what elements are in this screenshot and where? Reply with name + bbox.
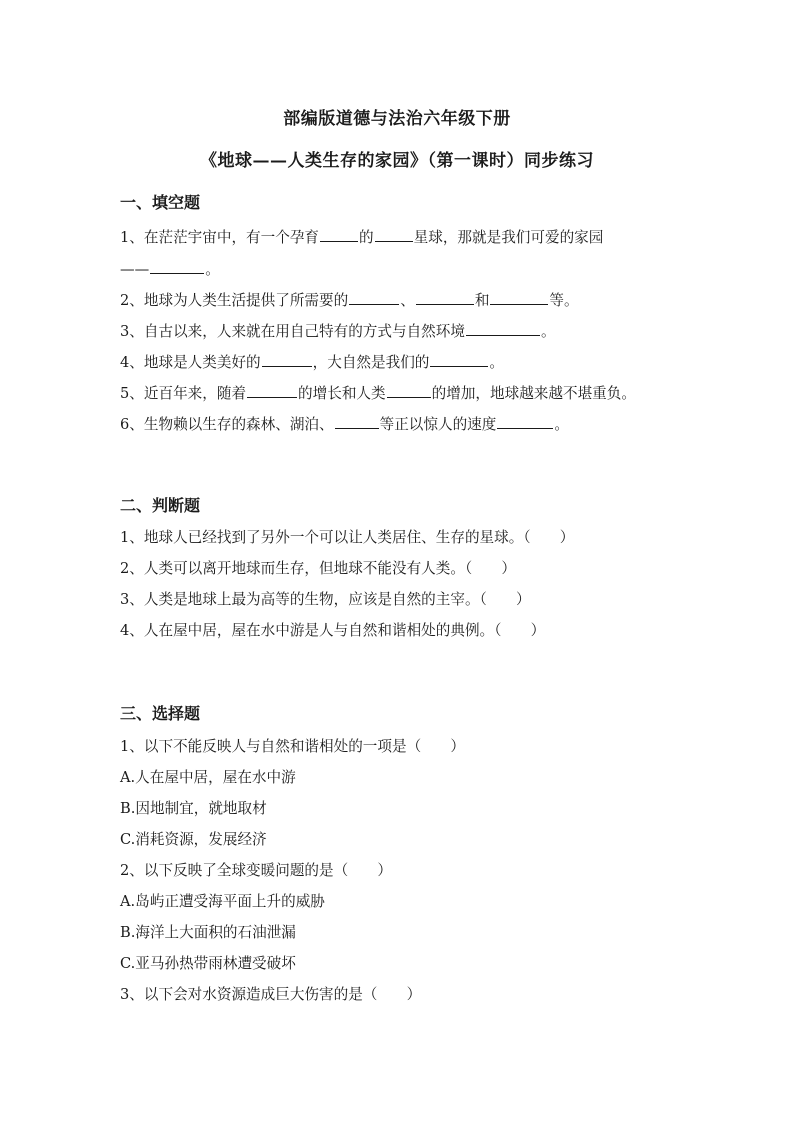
choice-question-1: 1、以下不能反映人与自然和谐相处的一项是（ ） xyxy=(120,738,465,755)
fill-question-2: 2、地球为人类生活提供了所需要的 、 和 等。 xyxy=(120,289,579,311)
choice-option: A.人在屋中居，屋在水中游 xyxy=(120,769,296,786)
choice-option: C.消耗资源，发展经济 xyxy=(120,831,267,848)
choice-option: B.因地制宜，就地取材 xyxy=(120,800,267,817)
choice-question-2: 2、以下反映了全球变暖问题的是（ ） xyxy=(120,862,392,879)
choice-option: C.亚马孙热带雨林遭受破坏 xyxy=(120,955,296,972)
page-subtitle: 《地球——人类生存的家园》（第一课时）同步练习 xyxy=(200,151,594,171)
answer-blank[interactable] xyxy=(490,289,548,305)
section-heading-true-false: 二、判断题 xyxy=(120,496,201,515)
fill-question-1: 1、在茫茫宇宙中，有一个孕育 的 星球，那就是我们可爱的家园 xyxy=(120,226,603,248)
answer-blank[interactable] xyxy=(387,382,431,398)
judge-question-4: 4、人在屋中居，屋在水中游是人与自然和谐相处的典例。（ ） xyxy=(120,622,546,639)
answer-blank[interactable] xyxy=(466,320,540,336)
fill-question-5: 5、近百年来，随着 的增长和人类 的增加，地球越来越不堪重负。 xyxy=(120,382,636,404)
answer-blank[interactable] xyxy=(497,413,553,429)
choice-question-3: 3、以下会对水资源造成巨大伤害的是（ ） xyxy=(120,986,422,1003)
answer-blank[interactable] xyxy=(416,289,474,305)
answer-blank[interactable] xyxy=(349,289,399,305)
section-heading-multiple-choice: 三、选择题 xyxy=(120,704,201,723)
answer-blank[interactable] xyxy=(335,413,379,429)
answer-blank[interactable] xyxy=(247,382,297,398)
answer-blank[interactable] xyxy=(262,351,312,367)
answer-blank[interactable] xyxy=(430,351,488,367)
judge-question-2: 2、人类可以离开地球而生存，但地球不能没有人类。（ ） xyxy=(120,560,517,577)
choice-option: A.岛屿正遭受海平面上升的威胁 xyxy=(120,893,325,910)
answer-blank[interactable] xyxy=(375,226,413,242)
fill-question-1-continued: —— 。 xyxy=(120,258,220,280)
choice-option: B.海洋上大面积的石油泄漏 xyxy=(120,924,296,941)
judge-question-3: 3、人类是地球上最为高等的生物，应该是自然的主宰。（ ） xyxy=(120,591,531,608)
judge-question-1: 1、地球人已经找到了另外一个可以让人类居住、生存的星球。（ ） xyxy=(120,529,575,546)
fill-question-6: 6、生物赖以生存的森林、湖泊、 等正以惊人的速度 。 xyxy=(120,413,569,435)
answer-blank[interactable] xyxy=(320,226,358,242)
page-title: 部编版道德与法治六年级下册 xyxy=(283,109,511,129)
fill-question-3: 3、自古以来，人来就在用自己特有的方式与自然环境 。 xyxy=(120,320,556,342)
section-heading-fill-in: 一、填空题 xyxy=(120,193,201,212)
fill-question-4: 4、地球是人类美好的 ，大自然是我们的 。 xyxy=(120,351,504,373)
answer-blank[interactable] xyxy=(150,258,204,274)
